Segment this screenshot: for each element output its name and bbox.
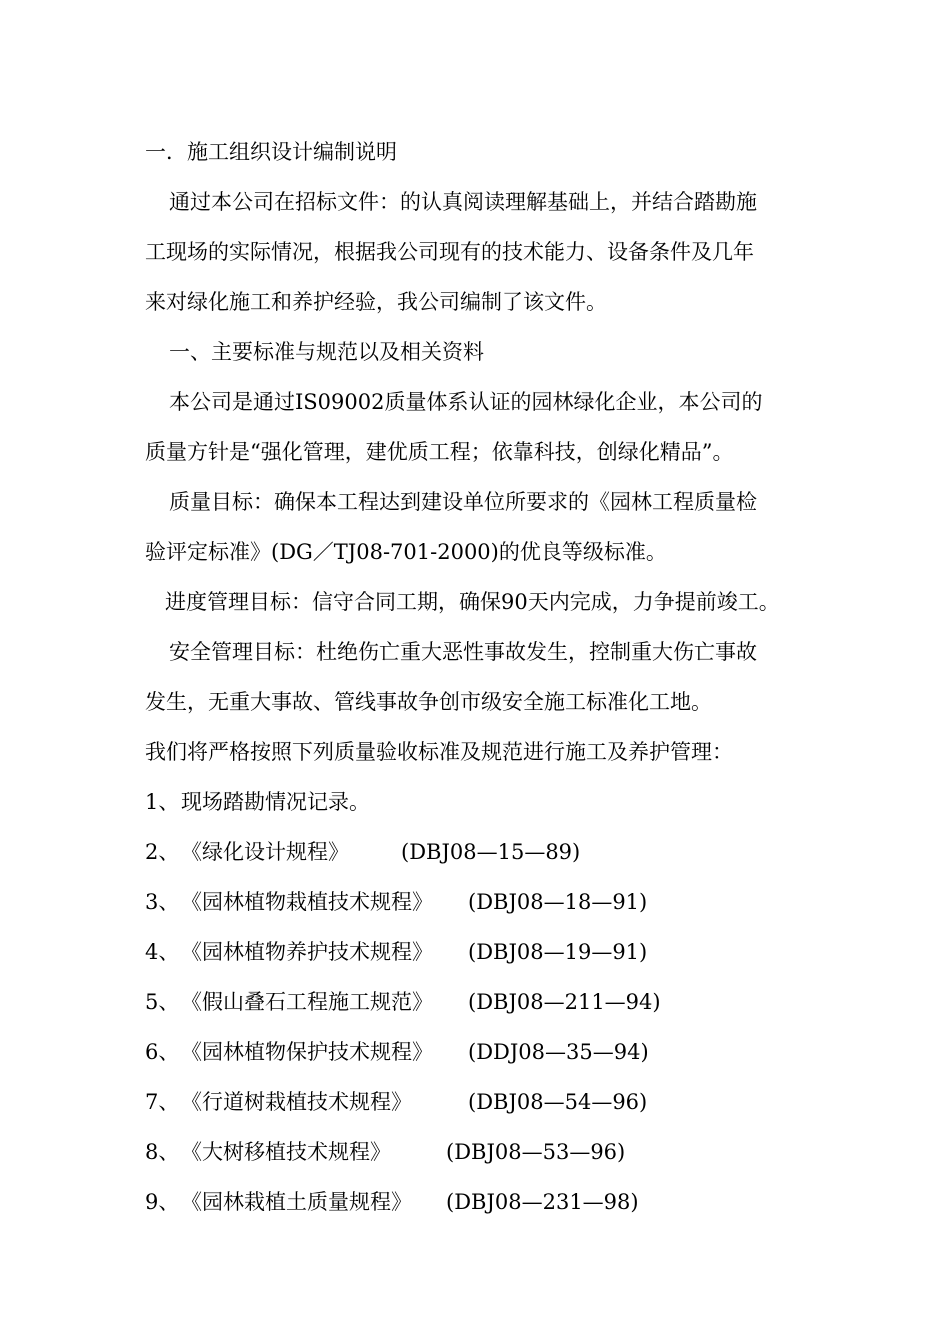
standard-number: 7、 <box>145 1090 180 1114</box>
standard-number: 4、 <box>145 940 180 964</box>
standard-item <box>145 977 835 1027</box>
schedule-goal: 进度管理目标：信守合同工期，确保90天内完成，力争提前竣工。 <box>165 590 780 614</box>
intro-line-1: 通过本公司在招标文件：的认真阅读理解基础上，并结合踏勘施 <box>169 190 757 214</box>
standard-code: (DBJ08—18—91) <box>468 890 648 914</box>
standard-number: 2、 <box>145 840 180 864</box>
standard-name: 《行道树栽植技术规程》 <box>181 1090 412 1114</box>
standard-item <box>145 1177 835 1227</box>
standard-code: (DBJ08—53—96) <box>446 1140 626 1164</box>
document-body <box>145 127 835 1227</box>
standard-name: 《园林植物栽植技术规程》 <box>181 890 433 914</box>
document-title: 一．施工组织设计编制说明 <box>145 140 397 164</box>
quality-policy-line-2: 质量方针是“强化管理，建优质工程；依靠科技，创绿化精品”。 <box>145 440 734 464</box>
standard-item <box>145 877 835 927</box>
standards-list <box>145 777 835 1227</box>
standard-item <box>145 1127 835 1177</box>
standard-number: 1、 <box>145 790 180 814</box>
standard-code: (DBJ08—231—98) <box>446 1190 639 1214</box>
quality-goal-line-1: 质量目标：确保本工程达到建设单位所要求的《园林工程质量检 <box>169 490 757 514</box>
standard-code: (DBJ08—54—96) <box>468 1090 648 1114</box>
standard-number: 3、 <box>145 890 180 914</box>
standard-number: 8、 <box>145 1140 180 1164</box>
standard-name: 《绿化设计规程》 <box>181 840 349 864</box>
standard-item <box>145 1027 835 1077</box>
standard-item <box>145 1077 835 1127</box>
standard-name: 《假山叠石工程施工规范》 <box>181 990 433 1014</box>
standard-name: 现场踏勘情况记录。 <box>181 790 370 814</box>
standard-item <box>145 827 835 877</box>
standard-name: 《园林栽植土质量规程》 <box>181 1190 412 1214</box>
standard-item <box>145 777 835 827</box>
standard-item <box>145 927 835 977</box>
standard-name: 《园林植物养护技术规程》 <box>181 940 433 964</box>
standards-intro: 我们将严格按照下列质量验收标准及规范进行施工及养护管理： <box>145 740 733 764</box>
standard-number: 5、 <box>145 990 180 1014</box>
standard-code: (DDJ08—35—94) <box>468 1040 649 1064</box>
safety-goal-line-1: 安全管理目标：杜绝伤亡重大恶性事故发生，控制重大伤亡事故 <box>169 640 757 664</box>
standard-name: 《园林植物保护技术规程》 <box>181 1040 433 1064</box>
quality-goal-line-2: 验评定标准》(DG／TJ08-701-2000)的优良等级标准。 <box>145 540 667 564</box>
standard-code: (DBJ08—15—89) <box>401 840 581 864</box>
safety-goal-line-2: 发生，无重大事故、管线事故争创市级安全施工标准化工地。 <box>145 690 712 714</box>
standard-number: 6、 <box>145 1040 180 1064</box>
standard-code: (DBJ08—211—94) <box>468 990 661 1014</box>
standard-name: 《大树移植技术规程》 <box>181 1140 391 1164</box>
quality-policy-line-1: 本公司是通过IS09002质量体系认证的园林绿化企业，本公司的 <box>169 390 763 414</box>
intro-line-3: 来对绿化施工和养护经验，我公司编制了该文件。 <box>145 290 607 314</box>
intro-line-2: 工现场的实际情况，根据我公司现有的技术能力、设备条件及几年 <box>145 240 754 264</box>
standard-number: 9、 <box>145 1190 180 1214</box>
standard-code: (DBJ08—19—91) <box>468 940 648 964</box>
section-heading: 一、主要标准与规范以及相关资料 <box>169 340 484 364</box>
